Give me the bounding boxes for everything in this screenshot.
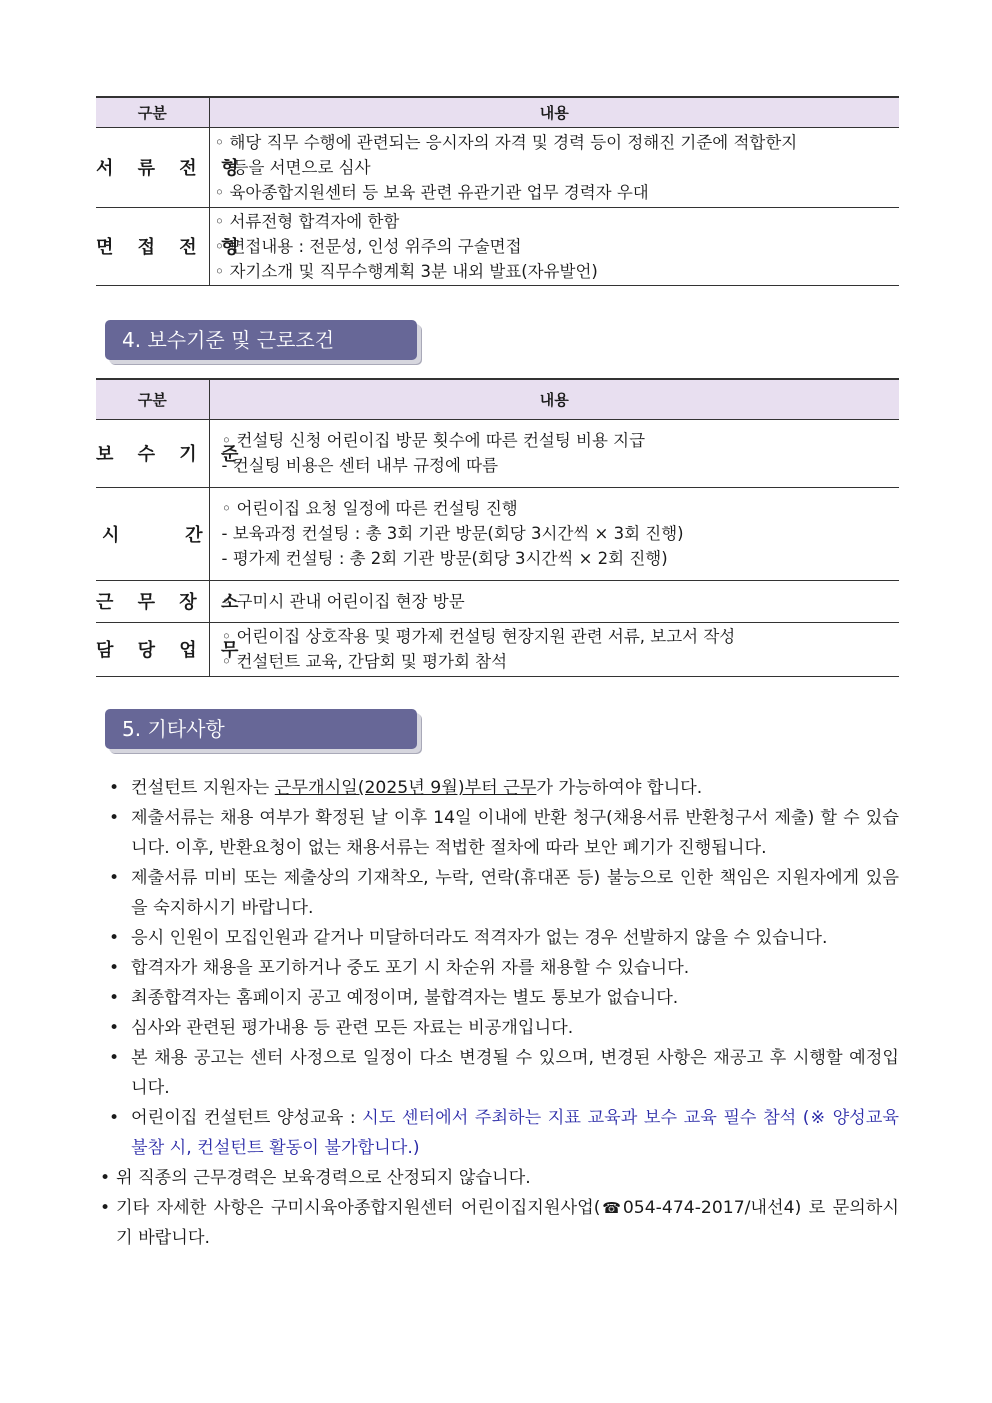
screening-table: [96, 96, 899, 286]
list-item: [107, 1043, 899, 1103]
content-line: ◦ 어린이집 요청 일정에 따른 컨설팅 진행: [221, 499, 518, 518]
content-line: ◦ 컨설턴트 교육, 간담회 및 평가회 참석: [221, 652, 508, 671]
note-highlight-text: 시도 센터에서 주최하는 지표 교육과 보수 교육 필수 참석 (※ 양성교육 불참 시, 컨설턴트 활동이 불가합니다.): [131, 1108, 899, 1158]
list-item: [107, 863, 899, 923]
note-text: 본 채용 공고는 센터 사정으로 일정이 다소 변경될 수 있으며, 변경된 사항은 재공고 후 시행할 예정입니다.: [131, 1048, 899, 1098]
note-text: 가 가능하여야 합니다.: [536, 778, 703, 798]
header-content: 내용: [209, 97, 899, 127]
table-header-row: [96, 379, 899, 419]
bullet: •: [109, 808, 120, 828]
note-text: 제출서류 미비 또는 제출상의 기재착오, 누락, 연락(휴대폰 등) 불능으로 인한 책임은 지원자에게 있음을 숙지하시기 바랍니다.: [131, 868, 899, 918]
row-category: 담 당 업 무: [96, 622, 209, 676]
table-row: [96, 580, 899, 622]
section-4-title: 4. 보수기준 및 근로조건: [105, 320, 417, 360]
list-item: [107, 1103, 899, 1163]
bullet: •: [100, 1198, 111, 1218]
content-line: ◦ 육아종합지원센터 등 보육 관련 유관기관 업무 경력자 우대: [214, 182, 649, 202]
table-row: [96, 419, 899, 487]
row-content: [209, 580, 899, 622]
row-content: [209, 419, 899, 487]
content-line: - 보육과정 컨설팅 : 총 3회 기관 방문(회당 3시간씩 × 3회 진행): [221, 524, 684, 543]
list-item: [107, 1013, 899, 1043]
note-text: 어린이집 컨설턴트 양성교육 :: [131, 1108, 363, 1128]
table-header-row: [96, 97, 899, 127]
content-line: - 컨실팅 비용은 센터 내부 규정에 따름: [221, 456, 499, 475]
content-line: 등을 서면으로 심사: [232, 157, 371, 177]
row-content: [209, 207, 899, 285]
content-line: ◦ 서류전형 합격자에 한함: [214, 211, 400, 231]
bullet: •: [109, 868, 120, 888]
content-line: ◦ 어린이집 상호작용 및 평가제 컨설팅 현장지원 관련 서류, 보고서 작성: [221, 627, 736, 646]
compensation-table: [96, 378, 899, 677]
list-item: [98, 1193, 899, 1253]
content-line: ◦ 자기소개 및 직무수행계획 3분 내외 발표(자유발언): [214, 261, 598, 281]
table-row: [96, 207, 899, 285]
content-line: ◦ 컨설팅 신청 어린이집 방문 횟수에 따른 컨설팅 비용 지급: [221, 431, 646, 450]
note-text: 합격자가 채용을 포기하거나 중도 포기 시 차순위 자를 채용할 수 있습니다.: [131, 958, 690, 978]
list-item: [107, 953, 899, 983]
row-category: 근 무 장 소: [96, 580, 209, 622]
bullet: •: [109, 988, 120, 1008]
table-row: [96, 622, 899, 676]
row-category: 면 접 전 형: [96, 207, 209, 285]
note-text: 응시 인원이 모집인원과 같거나 미달하더라도 적격자가 없는 경우 선발하지 않을 수 있습니다.: [131, 928, 828, 948]
note-text: 컨설턴트 지원자는: [131, 778, 275, 798]
row-category: 서 류 전 형: [96, 127, 209, 207]
list-item: [107, 773, 899, 803]
row-category: 보 수 기 준: [96, 419, 209, 487]
table-row: [96, 487, 899, 580]
table-row: [96, 127, 899, 207]
bullet: •: [109, 1048, 120, 1068]
note-text: 기타 자세한 사항은 구미시육아종합지원센터 어린이집지원사업(: [116, 1198, 601, 1218]
notes-list: [100, 773, 899, 1253]
header-category: 구분: [96, 97, 209, 127]
header-category: 구분: [96, 379, 209, 419]
row-content: [209, 487, 899, 580]
bullet: •: [109, 928, 120, 948]
note-text: 위 직종의 근무경력은 보육경력으로 산정되지 않습니다.: [116, 1168, 531, 1188]
bullet: •: [100, 1168, 111, 1188]
note-underlined-text: 근무개시일(2025년 9월)부터 근무: [274, 778, 537, 798]
list-item: [107, 803, 899, 863]
list-item: [107, 923, 899, 953]
header-content: 내용: [209, 379, 899, 419]
row-content: [209, 622, 899, 676]
bullet: •: [109, 1108, 120, 1128]
list-item: [98, 1163, 899, 1193]
note-text: 제출서류는 채용 여부가 확정된 날 이후 14일 이내에 반환 청구(채용서류 반환청구서 제출) 할 수 있습니다. 이후, 반환요청이 없는 채용서류는 적법한 절차에 따라 보안 폐기가 진행됩니다.: [131, 808, 899, 858]
note-text: 심사와 관련된 평가내용 등 관련 모든 자료는 비공개입니다.: [131, 1018, 574, 1038]
bullet: •: [109, 1018, 120, 1038]
section-5-title: 5. 기타사항: [105, 709, 417, 749]
phone-icon: ☎: [600, 1199, 623, 1217]
bullet: •: [109, 778, 120, 798]
note-text: 054-474-2017/내선4) 로 문의하시기 바랍니다.: [116, 1198, 899, 1248]
list-item: [107, 983, 899, 1013]
content-line: ◦ 구미시 관내 어린이집 현장 방문: [221, 591, 465, 611]
row-content: [209, 127, 899, 207]
row-category: 시 간: [96, 487, 209, 580]
content-line: ◦ 면접내용 : 전문성, 인성 위주의 구술면접: [214, 236, 522, 256]
content-line: ◦ 해당 직무 수행에 관련되는 응시자의 자격 및 경력 등이 정해진 기준에 적합한지: [214, 132, 798, 152]
content-line: - 평가제 컨설팅 : 총 2회 기관 방문(회당 3시간씩 × 2회 진행): [221, 549, 668, 568]
bullet: •: [109, 958, 120, 978]
note-text: 최종합격자는 홈페이지 공고 예정이며, 불합격자는 별도 통보가 없습니다.: [131, 988, 679, 1008]
